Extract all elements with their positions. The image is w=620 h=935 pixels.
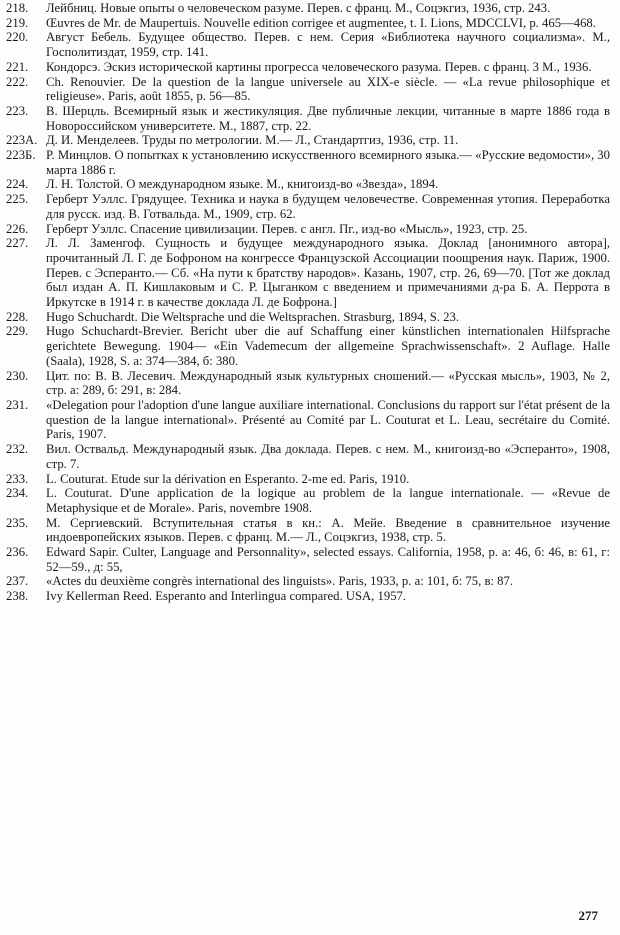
reference-entry [6,545,610,574]
reference-text: В. Шерцль. Всемирный язык и жестикуляция. Две публичные лекции, читанные в марте 1886 года в Новороссийском университете. М., 1887, стр. 22. [46,103,610,133]
reference-text: Л. Н. Толстой. О международном языке. М., книгоизд-во «Звезда», 1894. [46,177,439,192]
reference-entry [6,75,610,104]
reference-text: «Actes du deuxième congrès international des linguists». Paris, 1933, p. a: 101, б: 75, в: 87. [46,574,514,589]
reference-entry [6,442,610,471]
reference-number: 220. [6,30,29,45]
reference-number: 230. [6,368,29,383]
reference-entry [6,177,610,192]
reference-text: Лейбниц. Новые опыты о человеческом разуме. Перев. с франц. М., Соцэкгиз, 1936, стр. 243. [46,1,551,15]
reference-text: Д. И. Менделеев. Труды по метрологии. М.— Л., Стандартгиз, 1936, стр. 11. [46,133,459,148]
reference-number: 235. [6,515,29,530]
reference-number: 219. [6,15,29,30]
reference-text: Hugo Schuchardt. Die Weltsprache und die Weltsprachen. Strasburg, 1894, S. 23. [46,309,460,324]
reference-number: 238. [6,589,29,604]
reference-entry [6,310,610,325]
reference-number: 224. [6,177,29,192]
reference-text: Герберт Уэллс. Спасение цивилизации. Перев. с англ. Пг., изд-во «Мысль», 1923, стр. 25. [46,221,528,236]
reference-entry [6,16,610,31]
reference-entry [6,192,610,221]
page-number: 277 [578,908,598,923]
reference-number: 228. [6,309,29,324]
reference-entry [6,60,610,75]
reference-entry [6,589,610,604]
reference-entry [6,133,610,148]
reference-number: 236. [6,545,29,560]
reference-number: 218. [6,1,29,15]
reference-number: 223А. [6,133,38,148]
reference-number: 237. [6,574,29,589]
reference-number: 233. [6,471,29,486]
reference-text: Вил. Оствальд. Международный язык. Два доклада. Перев. с нем. М., книгоизд-во «Эсперанто», 1908, стр. 7. [46,442,610,471]
reference-entry [6,236,610,310]
reference-number: 229. [6,324,29,339]
reference-number: 231. [6,397,29,412]
reference-number: 225. [6,192,29,207]
reference-entry [6,398,610,442]
reference-entry [6,472,610,487]
reference-number: 223Б. [6,148,36,163]
reference-entry [6,104,610,133]
reference-entry [6,574,610,589]
reference-text: L. Couturat. D'une application de la logique au problem de la langue internationale. — «Revue de Metaphysique et de Morale». Paris, novembre 1908. [46,486,610,515]
reference-entry [6,148,610,177]
reference-text: Edward Sapir. Culter, Language and Personnality», selected essays. California, 1958, p. a: 46, б: 46, в: 61, г: 52—59., д: 55, [46,545,610,574]
reference-number: 226. [6,221,29,236]
reference-text: Ch. Renouvier. De la question de la langue universele au XIX-e siècle. — «La revue philosophique et religieuse». Paris, août 1855, p. 56—85. [46,74,610,104]
reference-number: 227. [6,236,29,251]
reference-entry [6,486,610,515]
reference-number: 221. [6,59,29,74]
reference-entry [6,516,610,545]
reference-entry [6,1,610,16]
reference-number: 232. [6,442,29,457]
reference-text: Œuvres de Mr. de Maupertuis. Nouvelle edition corrigee et augmentee, t. I. Lions, MDCCLVI, p. 465—468. [46,15,596,30]
reference-list [6,1,610,604]
reference-number: 234. [6,486,29,501]
reference-number: 223. [6,103,29,118]
reference-text: Герберт Уэллс. Грядущее. Техника и наука в будущем человечестве. Современная утопия. Переработка для русск. изд. В. Готвальда. М., 1909, стр. 62. [46,192,610,221]
reference-text: Л. Л. Заменгоф. Сущность и будущее международного языка. Доклад [анонимного автора], прочитанный Л. Г. де Бофроном на конгрессе Французской Ассоциации поощрения наук. Париж, 1900. Перев. с Эсперанто.— Сб. «На пути к братству народов». Казань, 1907, стр. 26, 69—70. [Тот же доклад был издан А. П. Кишлаковым и С. Р. Цыганком с введением и примечаниями д-ра Б. А. Перрота в Иркутске в 1914 г. в качестве доклада Л. де Бофрона.] [46,236,610,310]
reference-text: Ivy Kellerman Reed. Esperanto and Interlingua compared. USA, 1957. [46,589,407,604]
reference-text: Hugo Schuchardt-Brevier. Bericht uber die auf Schaffung einer künstlichen internationalen Hilfsprache gerichtete Bewegung. 1904— «Ein Vademecum der allgemeine Sprachwissenschaft». 2 Auflage. Halle (Saala), 1928, S. a: 374—384, б: 380. [46,324,610,368]
reference-entry [6,369,610,398]
reference-entry [6,324,610,368]
reference-number: 222. [6,74,29,89]
reference-text: Р. Минцлов. О попытках к установлению искусственного всемирного языка.— «Русские ведомости», 30 марта 1886 г. [46,148,610,177]
reference-text: «Delegation pour l'adoption d'une langue auxiliare international. Conclusions du rapport sur l'état présent de la question de la langue international». Présenté au Comité par L. Couturat et L. Leau, secrétaire du Comité. Paris, 1907. [46,397,610,442]
reference-text: L. Couturat. Etude sur la dérivation en Esperanto. 2-me ed. Paris, 1910. [46,471,410,486]
reference-text: Кондорсэ. Эскиз исторической картины прогресса человеческого разума. Перев. с франц. 3 М., 1936. [46,59,592,74]
reference-entry [6,30,610,59]
reference-text: Август Бебель. Будущее общество. Перев. с нем. Серия «Библиотека научного социализма». М., Госполитиздат, 1959, стр. 141. [46,30,610,60]
reference-text: М. Сергиевский. Вступительная статья в кн.: А. Мейе. Введение в сравнительное изучение индоевропейских языков. Перев. с франц. М.— Л., Соцэкгиз, 1938, стр. 5. [46,515,610,545]
reference-entry [6,222,610,237]
reference-text: Цит. по: В. В. Лесевич. Международный язык культурных сношений.— «Русская мысль», 1903, № 2, стр. а: 289, б: 291, в: 284. [46,368,610,398]
